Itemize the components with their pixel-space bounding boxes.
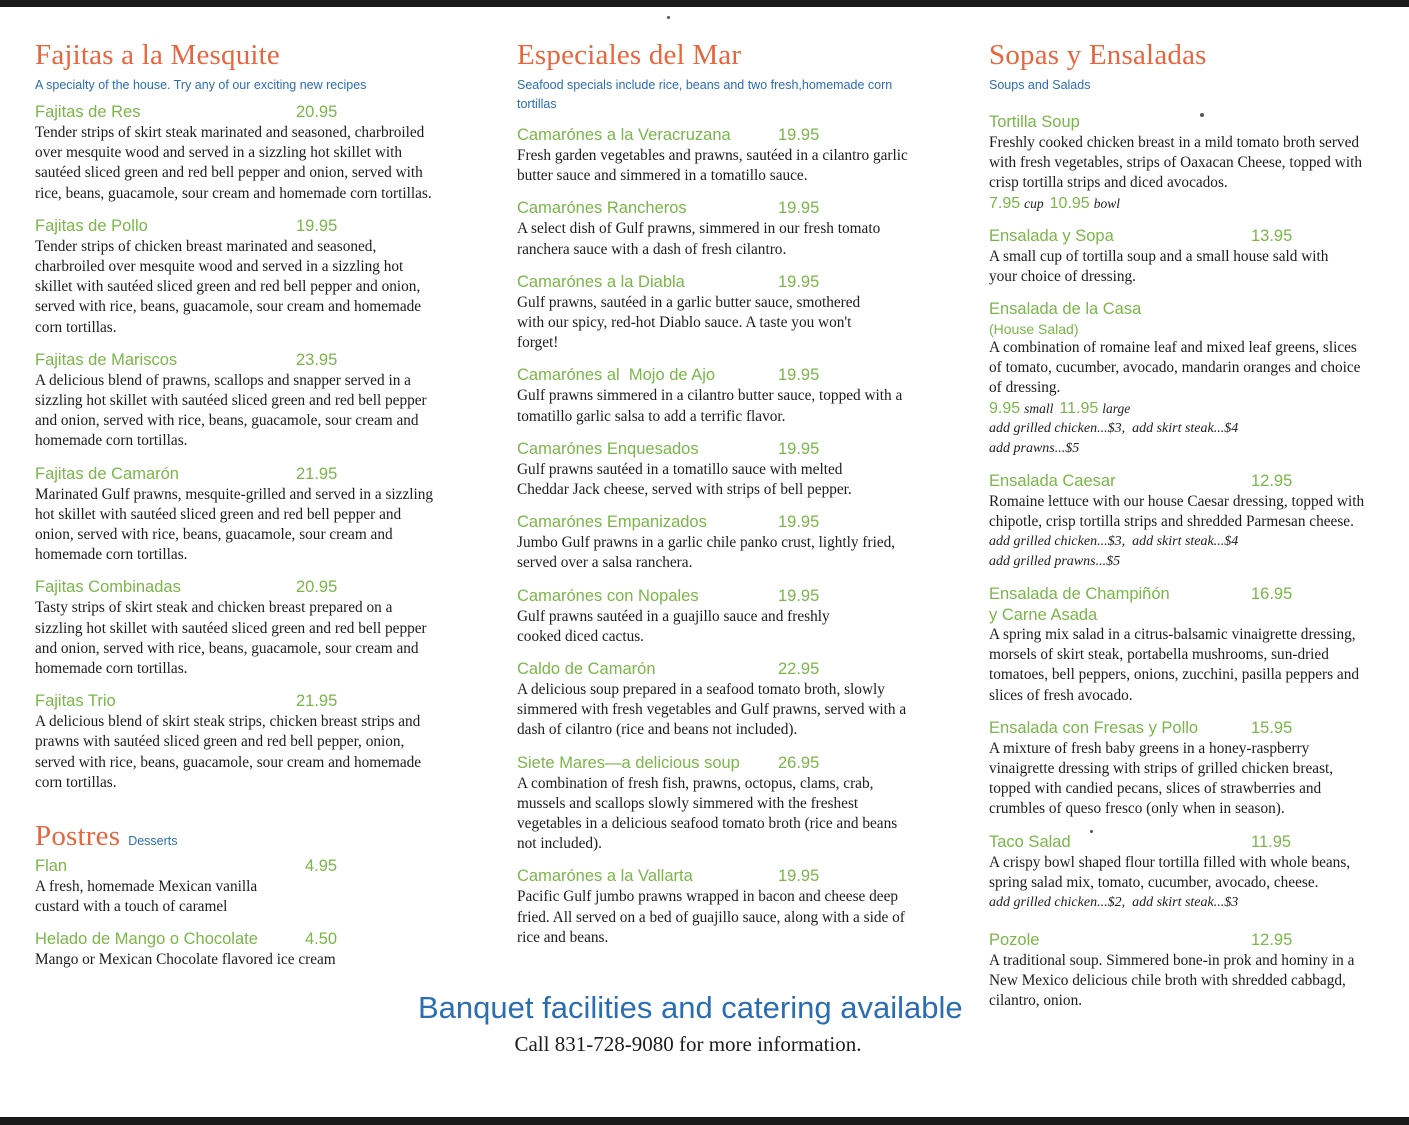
menu-item	[35, 463, 435, 566]
size-label: bowl	[1093, 195, 1120, 211]
mar-subtitle: Seafood specials include rice, beans and two fresh,homemade corn tortillas	[517, 77, 893, 111]
item-price: 19.95	[778, 867, 820, 886]
item-description: A delicious soup prepared in a seafood tomato broth, slowly simmered with fresh vegetables and Gulf prawns, served with a dash of cilantro (rice and beans not included).	[517, 680, 907, 739]
item-description: Pacific Gulf jumbo prawns wrapped in bacon and cheese deep fried. All served on a bed of guajillo sauce, along with a side of rice and beans.	[517, 888, 905, 946]
item-name: Taco Salad	[989, 832, 1071, 851]
item-description: A mixture of fresh baby greens in a honey-raspberry vinaigrette dressing with strips of grilled chicken breast, topped with candied pecans, slices of strawberries and crumbles of queso fresco (only when in season).	[989, 739, 1334, 818]
menu-item	[989, 717, 1384, 820]
item-note: (House Salad)	[989, 320, 1079, 337]
item-price: 21.95	[296, 464, 338, 483]
fajitas-subtitle: A specialty of the house. Try any of our exciting new recipes	[35, 77, 367, 92]
item-price: 20.95	[296, 102, 338, 121]
menu-item	[989, 929, 1384, 1012]
item-name: Camarónes Rancheros	[517, 199, 687, 218]
item-price: 15.95	[1251, 718, 1293, 737]
item-name: Fajitas de Camarón	[35, 464, 179, 483]
postres-title: Postres	[35, 819, 121, 852]
menu-item	[35, 349, 435, 452]
item-price: 11.95	[1251, 832, 1292, 851]
item-price: 19.95	[778, 366, 820, 385]
item-name: Ensalada y Sopa	[989, 226, 1114, 245]
menu-item	[989, 583, 1384, 706]
menu-item	[517, 124, 917, 186]
item-description: A spring mix salad in a citrus-balsamic vinaigrette dressing, morsels of skirt steak, portabella mushrooms, sun-dried tomatoes, bell peppers, onions, zucchini, pasilla peppers and slices of fresh avocado.	[989, 625, 1360, 704]
item-price: 12.95	[1251, 930, 1293, 949]
item-name: Camarónes a la Diabla	[517, 272, 685, 291]
item-description: A select dish of Gulf prawns, simmered in our fresh tomato ranchera sauce with a dash of fresh cilantro.	[517, 220, 881, 258]
sopas-column	[989, 40, 1384, 1023]
item-description: A small cup of tortilla soup and a small house sald with your choice of dressing.	[989, 247, 1329, 285]
item-name: Tortilla Soup	[989, 112, 1080, 131]
menu-item	[989, 298, 1384, 459]
menu-item	[517, 438, 917, 500]
item-description: Gulf prawns, sautéed in a garlic butter sauce, smothered with our spicy, red-hot Diablo sauce. A taste you won't forget!	[517, 293, 861, 352]
print-speck	[1090, 830, 1093, 833]
item-name: Ensalada Caesar	[989, 471, 1116, 490]
item-price: 4.95	[305, 856, 338, 875]
item-description: Mango or Mexican Chocolate flavored ice cream	[35, 951, 336, 969]
item-name: Ensalada con Fresas y Pollo	[989, 718, 1199, 737]
menu-item	[35, 215, 435, 338]
postres-section	[35, 821, 435, 971]
item-price: 13.95	[1251, 226, 1293, 245]
item-price: 22.95	[778, 659, 820, 678]
item-description: A crispy bowl shaped flour tortilla filled with whole beans, spring salad mix, tomato, cucumber, avocado, cheese.	[989, 853, 1351, 891]
banner-phone: Call 831-728-9080 for more information.	[514, 1032, 862, 1056]
menu-item	[989, 111, 1384, 214]
menu-item	[517, 752, 917, 855]
menu-item	[517, 364, 917, 426]
addon-line: add grilled chicken...$2, add skirt steak...$3	[989, 894, 1239, 910]
item-name: Fajitas de Mariscos	[35, 350, 178, 369]
menu-item	[989, 225, 1384, 287]
menu-item	[517, 865, 917, 948]
item-name: Camarónes Empanizados	[517, 513, 707, 532]
menu-item	[35, 576, 435, 679]
addon-line: add grilled prawns...$5	[989, 553, 1121, 569]
item-price: 20.95	[296, 578, 338, 597]
item-description: A traditional soup. Simmered bone-in prok and hominy in a New Mexico delicious chile broth with shredded cabbagd, cilantro, onion.	[989, 951, 1355, 1010]
item-description: Fresh garden vegetables and prawns, sautéed in a cilantro garlic butter sauce and simmered in a tomatillo sauce.	[517, 146, 908, 185]
item-price: 19.95	[778, 272, 820, 291]
item-name: Fajitas de Pollo	[35, 216, 148, 235]
top-border	[0, 0, 1409, 7]
menu-item	[989, 831, 1384, 913]
item-price: 10.95	[1049, 194, 1090, 212]
postres-subtitle: Desserts	[128, 833, 178, 848]
fajitas-column	[35, 40, 435, 981]
menu-item	[517, 197, 917, 259]
size-prices	[989, 194, 1384, 214]
bottom-border	[0, 1117, 1409, 1125]
item-description: A delicious blend of prawns, scallops and snapper served in a sizzling hot skillet with sautéed sliced green and red bell pepper and onion, served with rice, beans, guacamole, sour cream and homemade corn tortillas.	[35, 371, 427, 450]
banner-title: Banquet facilities and catering available	[418, 990, 963, 1025]
mar-title: Especiales del Mar	[517, 39, 742, 71]
item-description: Marinated Gulf prawns, mesquite-grilled and served in a sizzling hot skillet with sautéed sliced green and red bell pepper and onion, served with rice, beans, guacamole, sour cream and homemade corn tortillas.	[35, 485, 434, 564]
item-description: Freshly cooked chicken breast in a mild tomato broth served with fresh vegetables, strips of Oaxacan Cheese, topped with crisp tortilla strips and diced avocados.	[989, 133, 1362, 192]
item-name: Camarónes a la Vallarta	[517, 867, 693, 886]
addon-line: add prawns...$5	[989, 440, 1080, 456]
item-description: Tender strips of skirt steak marinated and seasoned, charbroiled over mesquite wood and served in a sizzling hot skillet with sautéed sliced green and red bell pepper and onion, served with rice, beans, guacamole, sour cream and homemade corn tortillas.	[35, 123, 432, 202]
item-description: Jumbo Gulf prawns in a garlic chile panko crust, lightly fried, served over a salsa ranchera.	[517, 534, 896, 572]
item-description: Tasty strips of skirt steak and chicken breast prepared on a sizzling hot skillet with sautéed sliced green and red bell pepper and onion, served with rice, beans, guacamole, sour cream and homemade corn tortillas.	[35, 599, 427, 677]
item-name: Pozole	[989, 930, 1040, 949]
item-name: Camarónes a la Veracruzana	[517, 125, 731, 144]
item-price: 19.95	[296, 216, 338, 235]
item-price: 26.95	[778, 753, 820, 772]
sopas-subtitle: Soups and Salads	[989, 77, 1091, 92]
print-speck	[1200, 113, 1204, 117]
item-name: Camarónes al Mojo de Ajo	[517, 366, 716, 385]
item-name: Ensalada de la Casa	[989, 299, 1142, 318]
item-price: 19.95	[778, 199, 820, 218]
item-price: 16.95	[1251, 584, 1293, 603]
item-name: Camarónes con Nopales	[517, 586, 699, 605]
item-description: A combination of fresh fish, prawns, octopus, clams, crab, mussels and scallops slowly simmered with the freshest vegetables in a delicious seafood tomato broth (rice and beans not included).	[517, 774, 898, 853]
item-name: Flan	[35, 856, 68, 875]
addon-line: add grilled chicken...$3, add skirt steak...$4	[989, 533, 1239, 549]
item-description: Gulf prawns sautéed in a guajillo sauce and freshly cooked diced cactus.	[517, 607, 830, 645]
item-price: 12.95	[1251, 471, 1293, 490]
item-description: Gulf prawns sautéed in a tomatillo sauce with melted Cheddar Jack cheese, served with strips of bell pepper.	[517, 460, 852, 498]
size-label: large	[1102, 400, 1131, 416]
item-description: A fresh, homemade Mexican vanilla custard with a touch of caramel	[35, 877, 258, 916]
item-name: Caldo de Camarón	[517, 659, 656, 678]
item-name-line2: y Carne Asada	[989, 605, 1098, 624]
item-description: Tender strips of chicken breast marinated and seasoned, charbroiled over mesquite wood and served in a sizzling hot skillet with sautéed sliced green and red bell pepper and onion, served with rice, beans, guacamole, sour cream and homemade corn tortillas.	[35, 237, 422, 336]
menu-item	[35, 690, 435, 793]
addon-line: add grilled chicken...$3, add skirt steak...$4	[989, 420, 1239, 436]
menu-item	[35, 101, 435, 204]
item-name: Ensalada de Champiñón	[989, 584, 1170, 603]
menu-item	[35, 855, 435, 917]
item-name: Fajitas Combinadas	[35, 578, 181, 597]
item-price: 11.95	[1059, 399, 1099, 417]
item-description: Gulf prawns simmered in a cilantro butter sauce, topped with a tomatillo garlic salsa to add a terrific flavor.	[517, 387, 903, 425]
size-prices	[989, 399, 1384, 419]
print-speck	[667, 16, 670, 19]
item-name: Helado de Mango o Chocolate	[35, 930, 258, 949]
mar-column	[517, 40, 917, 959]
item-name: Fajitas de Res	[35, 102, 141, 121]
menu-item	[35, 928, 435, 970]
fajitas-title: Fajitas a la Mesquite	[35, 39, 281, 71]
item-name: Fajitas Trio	[35, 692, 116, 711]
item-price: 19.95	[778, 586, 820, 605]
item-price: 4.50	[305, 930, 338, 949]
item-price: 21.95	[296, 692, 338, 711]
item-description: A combination of romaine leaf and mixed leaf greens, slices of tomato, cucumber, avocado, mandarin oranges and choice of dressing.	[989, 338, 1361, 397]
menu-item	[517, 585, 917, 647]
menu-item	[989, 470, 1384, 572]
menu-item	[517, 271, 917, 354]
menu-item	[517, 511, 917, 573]
item-price: 19.95	[778, 439, 820, 458]
item-price: 7.95	[989, 194, 1021, 212]
item-price: 19.95	[778, 125, 820, 144]
item-price: 23.95	[296, 350, 338, 369]
item-price: 9.95	[989, 399, 1021, 417]
sopas-title: Sopas y Ensaladas	[989, 39, 1207, 71]
item-description: A delicious blend of skirt steak strips, chicken breast strips and prawns with sautéed sliced green and red bell pepper, onion, served with rice, beans, guacamole, sour cream and homemade corn tortillas.	[35, 713, 422, 791]
size-label: small	[1024, 400, 1054, 416]
size-label: cup	[1024, 195, 1044, 211]
item-price: 19.95	[778, 513, 820, 532]
item-name: Siete Mares—a delicious soup	[517, 753, 740, 772]
catering-banner	[418, 988, 963, 1059]
menu-item	[517, 658, 917, 741]
item-description: Romaine lettuce with our house Caesar dressing, topped with chipotle, crisp tortilla strips and shredded Parmesan cheese.	[989, 492, 1365, 530]
item-name: Camarónes Enquesados	[517, 439, 699, 458]
